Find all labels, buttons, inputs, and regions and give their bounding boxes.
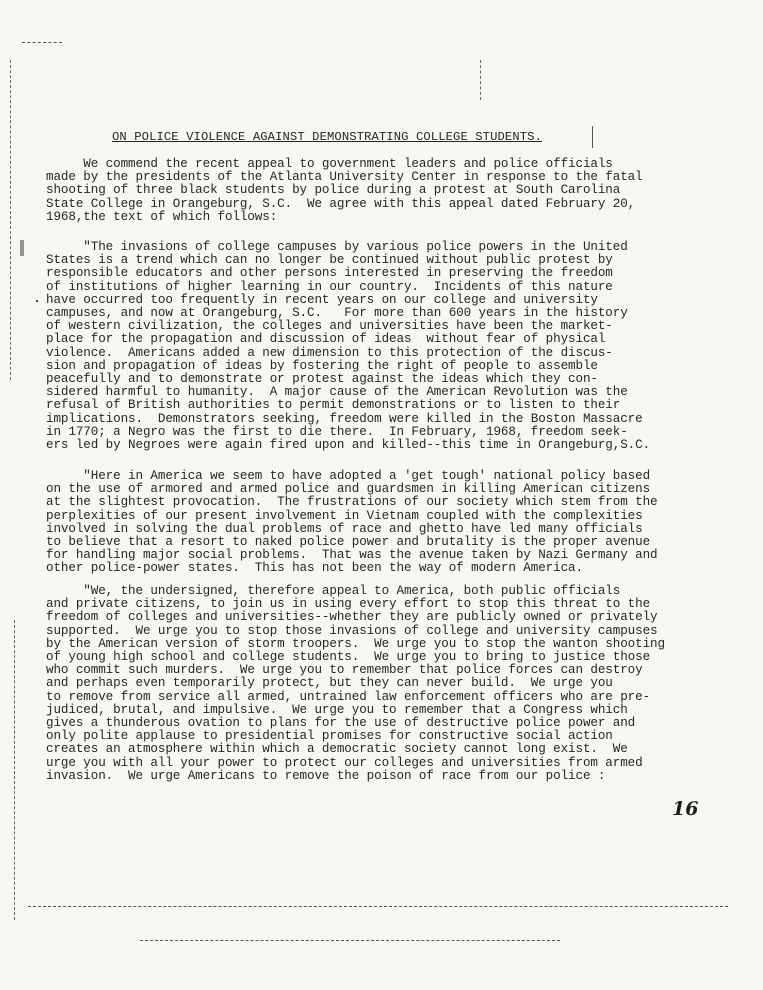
- text-line: by the American version of storm troopers. We urge you to stop the wanton shooting: [46, 636, 665, 651]
- text-line: to remove from service all armed, untrained law enforcement officers who are pre-: [46, 689, 651, 704]
- text-line: who commit such murders. We urge you to remember that police forces can destroy: [46, 663, 643, 678]
- scan-artifact-speck: [20, 240, 24, 256]
- text-line: invasion. We urge Americans to remove the poison of race from our police :: [46, 768, 606, 783]
- scan-artifact-left-margin-lower: [14, 620, 15, 920]
- text-line: responsible educators and other persons interested in preserving the freedom: [46, 266, 613, 281]
- text-line: "We, the undersigned, therefore appeal to America, both public officials: [46, 584, 621, 598]
- text-line: have occurred too frequently in recent years on our college and university: [46, 292, 598, 307]
- text-line: place for the propagation and discussion of ideas without fear of physical: [46, 332, 606, 347]
- text-line: judiced, brutal, and impulsive. We urge you to remember that a Congress which: [46, 702, 628, 717]
- text-line: ers led by Negroes were again fired upon and killed--this time in Orangeburg,S.C.: [46, 438, 651, 453]
- appeal-paragraph-1: [46, 241, 724, 452]
- text-line: gives a thunderous ovation to plans for the use of destructive police power and: [46, 716, 636, 731]
- text-line: creates an atmosphere within which a democratic society cannot long exist. We: [46, 742, 628, 757]
- text-line: implications. Demonstrators seeking, freedom were killed in the Boston Massacre: [46, 411, 643, 426]
- text-line: at the slightest provocation. The frustrations of our society which stem from the: [46, 495, 658, 510]
- text-line: freedom of colleges and universities--whether they are publicly owned or privately: [46, 610, 658, 625]
- text-line: "The invasions of college campuses by various police powers in the United: [46, 240, 628, 254]
- text-line: other police-power states. This has not been the way of modern America.: [46, 561, 583, 576]
- text-line: and private citizens, to join us in using every effort to stop this threat to the: [46, 597, 651, 612]
- text-line: supported. We urge you to stop those invasions of college and university campuses: [46, 623, 658, 638]
- appeal-paragraph-2: [46, 470, 724, 576]
- text-line: urge you with all your power to protect our colleges and universities from armed: [46, 755, 643, 770]
- text-line: of institutions of higher learning in our country. Incidents of this nature: [46, 279, 613, 294]
- text-line: "Here in America we seem to have adopted a 'get tough' national policy based: [46, 469, 651, 483]
- text-line: involved in solving the dual problems of race and ghetto have led many officials: [46, 521, 643, 536]
- text-line: only polite applause to presidential promises for constructive social action: [46, 729, 613, 744]
- scan-artifact-top-left: [22, 42, 62, 43]
- text-line: sion and propagation of ideas by fostering the right of people to assemble: [46, 358, 598, 373]
- intro-paragraph: [46, 158, 724, 224]
- text-line: 1968,the text of which follows:: [46, 209, 278, 224]
- page-number-mark: 16: [672, 798, 699, 820]
- scan-artifact-top-center: [480, 60, 481, 100]
- text-line: State College in Orangeburg, S.C. We agree with this appeal dated February 20,: [46, 196, 636, 211]
- text-line: States is a trend which can no longer be continued without public protest by: [46, 253, 613, 268]
- text-line: made by the presidents of the Atlanta University Center in response to the fatal: [46, 170, 643, 185]
- document-title: ON POLICE VIOLENCE AGAINST DEMONSTRATING COLLEGE STUDENTS.: [112, 130, 542, 144]
- text-line: perplexities of our present involvement in Vietnam coupled with the complexities: [46, 508, 643, 523]
- scan-artifact-speck-2: [36, 300, 38, 302]
- text-line: of western civilization, the colleges and universities have been the market-: [46, 319, 613, 334]
- scan-artifact-bottom-rule-2: [140, 940, 560, 941]
- text-line: campuses, and now at Orangeburg, S.C. For more than 600 years in the history: [46, 306, 628, 321]
- scan-artifact-left-margin: [10, 60, 11, 380]
- scan-artifact-title-bracket: [592, 126, 593, 148]
- text-line: to believe that a resort to naked police power and brutality is the proper avenue: [46, 535, 651, 550]
- text-line: for handling major social problems. That was the avenue taken by Nazi Germany and: [46, 548, 658, 563]
- appeal-paragraph-3: [46, 585, 724, 783]
- text-line: sidered harmful to humanity. A major cause of the American Revolution was the: [46, 385, 628, 400]
- text-line: and perhaps even temporarily protect, but they can never build. We urge you: [46, 676, 613, 691]
- text-line: shooting of three black students by police during a protest at South Carolina: [46, 183, 621, 198]
- text-line: in 1770; a Negro was the first to die there. In February, 1968, freedom seek-: [46, 424, 628, 439]
- text-line: peacefully and to demonstrate or protest against the ideas which they con-: [46, 372, 598, 387]
- text-line: violence. Americans added a new dimension to this protection of the discus-: [46, 345, 613, 360]
- text-line: We commend the recent appeal to government leaders and police officials: [46, 157, 613, 171]
- text-line: refusal of British authorities to permit demonstrations or to listen to their: [46, 398, 621, 413]
- text-line: on the use of armored and armed police and guardsmen in killing American citizens: [46, 482, 651, 497]
- text-line: of young high school and college students. We urge you to bring to justice those: [46, 650, 651, 665]
- scan-artifact-bottom-rule: [28, 906, 728, 907]
